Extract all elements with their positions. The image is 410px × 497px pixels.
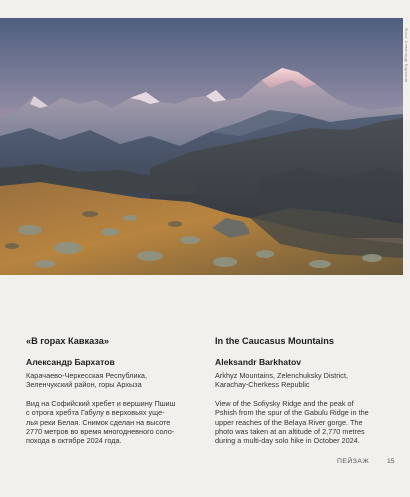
description-en-line: View of the Sofiysky Ridge and the peak of: [215, 398, 354, 408]
description-en-line: Pshish from the spur of the Gabulu Ridge in the: [215, 408, 369, 418]
caption-english: [215, 336, 400, 446]
description-ru: [26, 399, 211, 446]
description-ru-line: Вид на Софийский хребет и вершину Пшиш: [26, 398, 176, 408]
description-en-line: during a multi-day solo hike in October 2024.: [215, 436, 360, 446]
section-label: ПЕЙЗАЖ: [337, 458, 370, 465]
description-ru-line: с отрога хребта Габулу в верховьях уще-: [26, 408, 165, 418]
location-ru-line: Зеленчукский район, горы Архыза: [26, 380, 142, 390]
photo-credit: Фото: Александр Бархатов: [404, 28, 409, 83]
location-ru-line: Карачаево-Черкесская Республика,: [26, 371, 148, 380]
description-ru-line: похода в октябре 2024 года.: [26, 436, 122, 446]
description-en-line: photo was taken at an altitude of 2,770 metres: [215, 427, 365, 437]
author-ru: Александр Бархатов: [26, 357, 115, 367]
landscape-photo: [0, 18, 403, 275]
description-en: [215, 399, 400, 446]
title-en: In the Caucasus Mountains: [215, 336, 334, 346]
page-number: 15: [387, 458, 395, 465]
description-ru-line: лья реки Белая. Снимок сделан на высоте: [26, 417, 171, 427]
mountain-illustration: [0, 18, 403, 275]
caption-russian: [26, 336, 211, 446]
location-ru: [26, 371, 211, 390]
title-ru: «В горах Кавказа»: [26, 336, 109, 346]
location-en-line: Arkhyz Mountains, Zelenchuksky District,: [215, 371, 349, 380]
description-en-line: upper reaches of the Belaya River gorge. The: [215, 417, 363, 427]
description-ru-line: 2770 метров во время многодневного соло-: [26, 427, 175, 437]
location-en-line: Karachay-Cherkess Republic: [215, 380, 310, 390]
location-en: [215, 371, 400, 390]
author-en: Aleksandr Barkhatov: [215, 357, 301, 367]
